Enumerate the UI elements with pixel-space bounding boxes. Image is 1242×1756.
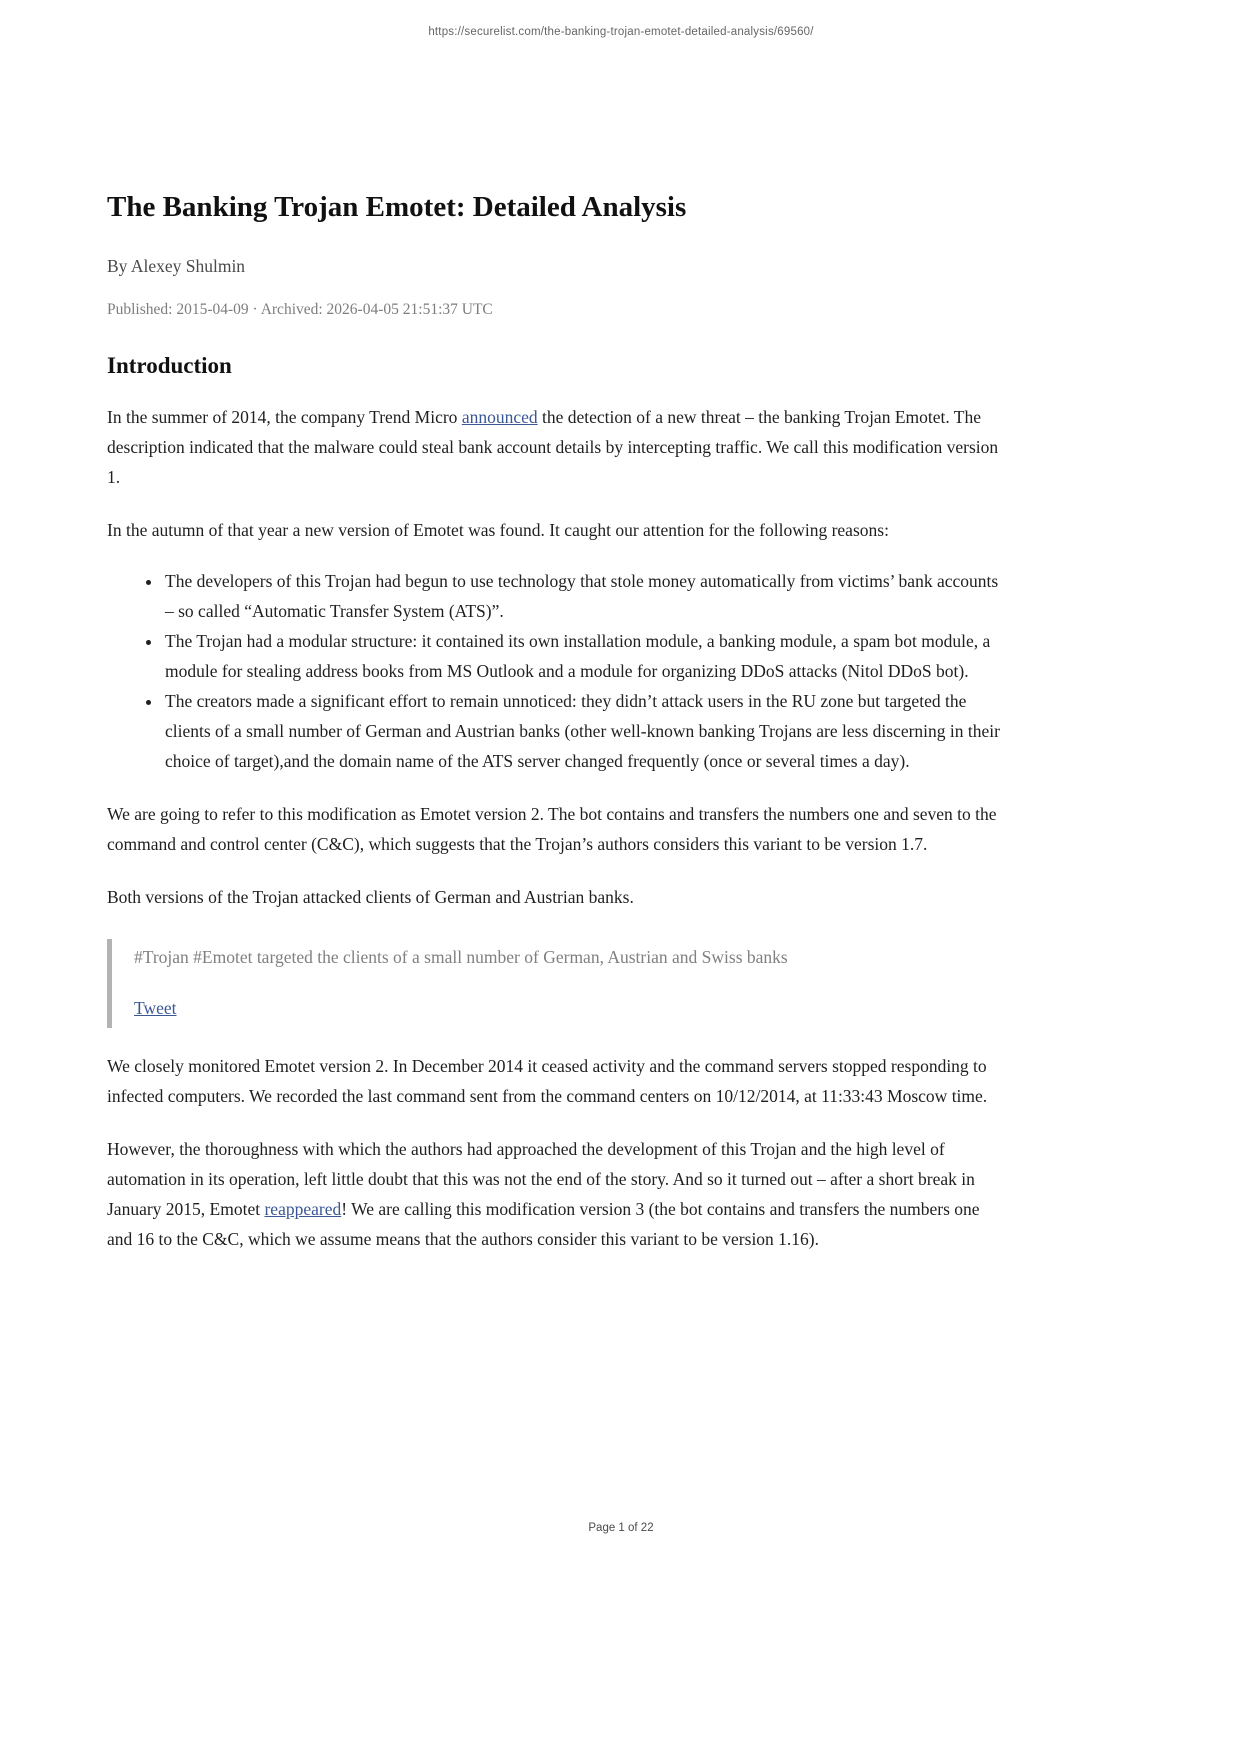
paragraph-version-2: We are going to refer to this modification as Emotet version 2. The bot contains and transfers the numbers one and seven to the command and control center (C&C), which suggests that the Trojan’s authors considers this variant to be version 1.7. bbox=[107, 803, 997, 854]
paragraph-text: ! We are calling this modification version 3 (the bot contains and transfers the numbers one and 16 to the C&C, which we assume means that the authors consider this variant to be version 1.16). bbox=[107, 1198, 980, 1249]
announced-link[interactable]: announced bbox=[461, 406, 538, 427]
paragraph-text: In the summer of 2014, the company Trend Micro bbox=[107, 406, 462, 427]
paragraph-intro-1 bbox=[107, 402, 1005, 492]
tweet-link[interactable]: Tweet bbox=[134, 997, 177, 1018]
page-footer: Page 1 of 22 bbox=[588, 1522, 654, 1534]
published-meta: Published: 2015-04-09 · Archived: 2026-04-05 21:51:37 UTC bbox=[107, 300, 493, 318]
paragraph-monitoring: We closely monitored Emotet version 2. In December 2014 it ceased activity and the command servers stopped responding to infected computers. We recorded the last command sent from the command centers on 10/12/2014, at 11:33:43 Moscow time. bbox=[107, 1055, 988, 1106]
bullet-item: • The creators made a significant effort to remain unnoticed: they didn’t attack users in the RU zone but targeted the clients of a small number of German and Austrian banks (other well-known banking Trojans are less discerning in their choice of target),and the domain name of the ATS server changed frequently (once or several times a day). bbox=[163, 686, 1005, 776]
bullet-list bbox=[107, 566, 1005, 776]
reappeared-link[interactable]: reappeared bbox=[264, 1198, 342, 1219]
paragraph-text: However, the thoroughness with which the authors had approached the development of this Trojan and the high level of automation in its operation, left little doubt that this was not the end of the story. And so it turned out – after a short break in January 2015, Emotet bbox=[107, 1138, 975, 1219]
paragraph-intro-2: In the autumn of that year a new version of Emotet was found. It caught our attention for the following reasons: bbox=[107, 519, 889, 540]
quote-text: #Trojan #Emotet targeted the clients of a small number of German, Austrian and Swiss banks bbox=[134, 946, 788, 967]
section-heading-introduction: Introduction bbox=[107, 352, 232, 378]
paragraph-text: the detection of a new threat – the banking Trojan Emotet. The description indicated that the malware could steal bank account details by intercepting traffic. We call this modification version 1. bbox=[107, 406, 999, 487]
bullet-item: • The developers of this Trojan had begun to use technology that stole money automatically from victims’ bank accounts – so called “Automatic Transfer System (ATS)”. bbox=[163, 566, 1005, 626]
source-url[interactable]: https://securelist.com/the-banking-trojan-emotet-detailed-analysis/69560/ bbox=[428, 26, 814, 38]
tweet-line bbox=[134, 993, 1005, 1023]
byline: By Alexey Shulmin bbox=[107, 255, 246, 276]
article bbox=[107, 190, 1005, 1254]
page-title: The Banking Trojan Emotet: Detailed Analysis bbox=[107, 191, 687, 223]
bullet-item: • The Trojan had a modular structure: it contained its own installation module, a banking module, a spam bot module, a module for stealing address books from MS Outlook and a module for organizing DDoS attacks (Nitol DDoS bot). bbox=[163, 626, 1005, 686]
paragraph-reappeared bbox=[107, 1134, 1005, 1254]
tweet-quote bbox=[107, 939, 1005, 1028]
paragraph-both-versions: Both versions of the Trojan attacked clients of German and Austrian banks. bbox=[107, 886, 634, 907]
